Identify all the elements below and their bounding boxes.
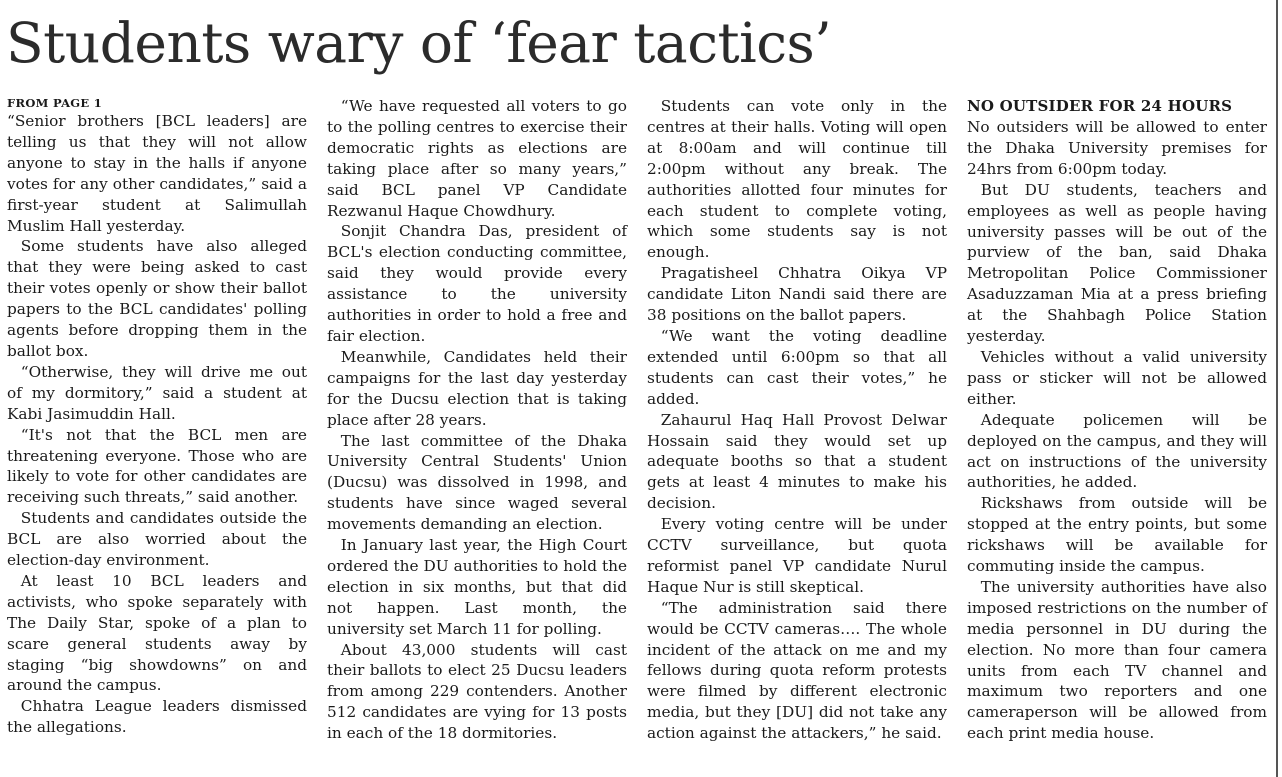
article-paragraph: Zahaurul Haq Hall Provost Delwar Hossain said they would set up adequate booths so that a student gets at least 4 minutes to make his decision. bbox=[647, 410, 947, 513]
article-paragraph: “It's not that the BCL men are threatening everyone. Those who are likely to vote for other candidates are receiving such threats,” said another. bbox=[7, 425, 307, 507]
article-column-1 bbox=[7, 96, 307, 772]
article-paragraph: Rickshaws from outside will be stopped at the entry points, but some rickshaws will be available for commuting inside the campus. bbox=[967, 494, 1267, 576]
article-paragraph: “Senior brothers [BCL leaders] are telling us that they will not allow anyone to stay in the halls if anyone votes for any other candidates,” said a first-year student at Salimullah Muslim Hall yesterday. bbox=[7, 112, 307, 235]
article-paragraph: In January last year, the High Court ordered the DU authorities to hold the election in six months, but that did not happen. Last month, the university set March 11 for polling. bbox=[327, 536, 627, 638]
headline: Students wary of ‘fear tactics’ bbox=[6, 11, 832, 75]
article-paragraph: “The administration said there would be CCTV cameras…. The whole incident of the attack on me and my fellows during quota reform protests were filmed by different electronic media, but they [DU] did not take any action against the attackers,” he said. bbox=[647, 598, 947, 743]
article-column-2 bbox=[327, 96, 627, 772]
page-edge-rule bbox=[1276, 0, 1278, 777]
jump-line: FROM PAGE 1 bbox=[7, 96, 103, 110]
article-paragraph: The last committee of the Dhaka University Central Students' Union (Ducsu) was dissolved in 1998, and students have since waged several movements demanding an election. bbox=[327, 431, 627, 534]
article-paragraph: Some students have also alleged that they were being asked to cast their votes openly or show their ballot papers to the BCL candidates' polling agents before dropping them in the ballot box. bbox=[7, 237, 307, 360]
article-paragraph: Every voting centre will be under CCTV surveillance, but quota reformist panel VP candidate Nurul Haque Nur is still skeptical. bbox=[647, 515, 947, 596]
article-paragraph: But DU students, teachers and employees as well as people having university passes will be out of the purview of the ban, said Dhaka Metropolitan Police Commissioner Asaduzzaman Mia at a press briefing at the Shahbagh Police Station yesterday. bbox=[967, 180, 1267, 346]
article-paragraph: About 43,000 students will cast their ballots to elect 25 Ducsu leaders from among 229 contenders. Another 512 candidates are vying for 13 posts in each of the 18 dormitories. bbox=[327, 640, 627, 743]
article-paragraph: Pragatisheel Chhatra Oikya VP candidate Liton Nandi said there are 38 positions on the ballot papers. bbox=[647, 264, 947, 325]
article-paragraph: “We want the voting deadline extended until 6:00pm so that all students can cast their votes,” he added. bbox=[647, 326, 947, 408]
article-paragraph: “Otherwise, they will drive me out of my dormitory,” said a student at Kabi Jasimuddin Hall. bbox=[7, 362, 307, 423]
article-paragraph: Students and candidates outside the BCL are also worried about the election-day environment. bbox=[7, 509, 307, 570]
article-paragraph: Chhatra League leaders dismissed the allegations. bbox=[7, 697, 307, 737]
article-column-4 bbox=[967, 96, 1267, 772]
article-paragraph: Adequate policemen will be deployed on the campus, and they will act on instructions of the university authorities, he added. bbox=[967, 410, 1267, 492]
article-paragraph: At least 10 BCL leaders and activists, who spoke separately with The Daily Star, spoke of a plan to scare general students away by staging “big showdowns” on and around the campus. bbox=[7, 571, 307, 695]
article-paragraph: Sonjit Chandra Das, president of BCL's election conducting committee, said they would provide every assistance to the university authorities in order to hold a free and fair election. bbox=[327, 222, 627, 345]
article-paragraph: Students can vote only in the centres at their halls. Voting will open at 8:00am and will continue till 2:00pm without any break. The authorities allotted four minutes for each student to complete voting, which some students say is not enough. bbox=[647, 97, 947, 262]
subheading: NO OUTSIDER FOR 24 HOURS bbox=[967, 97, 1233, 115]
article-paragraph: “We have requested all voters to go to the polling centres to exercise their democratic rights as elections are taking place after so many years,” said BCL panel VP Candidate Rezwanul Haque Chowdhury. bbox=[327, 97, 627, 220]
article-paragraph: Meanwhile, Candidates held their campaigns for the last day yesterday for the Ducsu election that is taking place after 28 years. bbox=[327, 347, 627, 429]
article-paragraph: Vehicles without a valid university pass or sticker will not be allowed either. bbox=[967, 347, 1267, 408]
article-paragraph: The university authorities have also imposed restrictions on the number of media personnel in DU during the election. No more than four camera units from each TV channel and maximum two reporters and one cameraperson will be allowed from each print media house. bbox=[967, 577, 1267, 743]
article-paragraph: No outsiders will be allowed to enter the Dhaka University premises for 24hrs from 6:00pm today. bbox=[967, 118, 1267, 178]
article-column-3 bbox=[647, 96, 947, 772]
